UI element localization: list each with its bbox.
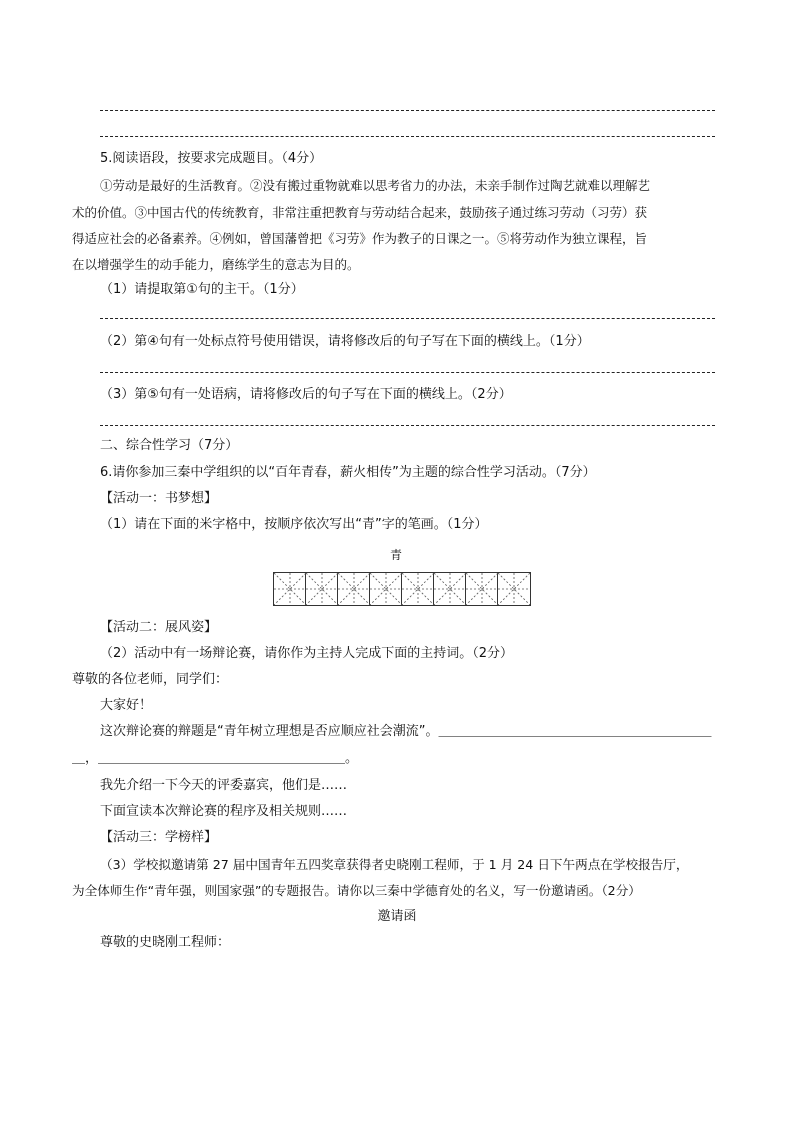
answer-line: [100, 425, 715, 426]
letter-greeting: 尊敬的史晓刚工程师：: [100, 935, 231, 950]
answer-line: [100, 110, 715, 111]
passage-line-3: 得适应社会的必备素养。④例如，曾国藩曾把《习劳》作为教子的日课之一。⑤将劳动作为独立课程，旨: [72, 231, 648, 246]
passage-line-4: 在以增强学生的动手能力，磨练学生的意志为目的。: [72, 257, 360, 272]
answer-line: [100, 136, 715, 137]
activity-2-question: （2）活动中有一场辩论赛，请你作为主持人完成下面的主持词。（2分）: [100, 646, 514, 661]
host-judges: 我先介绍一下今天的评委嘉宾，他们是……: [100, 778, 348, 793]
passage-line-1: ①劳动是最好的生活教育。②没有搬过重物就难以思考省力的办法，未亲手制作过陶艺就难以理解艺: [100, 178, 651, 193]
grid-cell[interactable]: [306, 573, 338, 605]
section-2-title: 二、综合性学习（7分）: [100, 438, 239, 453]
letter-title: 邀请函: [377, 909, 417, 924]
activity-2-title: 【活动二：展风姿】: [100, 620, 218, 635]
host-hello: 大家好！: [100, 698, 153, 713]
mizi-grid[interactable]: [273, 572, 531, 606]
activity-1-title: 【活动一：书梦想】: [100, 491, 218, 506]
question-6-title: 6.请你参加三秦中学组织的以“百年青春，薪火相传”为主题的综合性学习活动。（7分）: [100, 465, 596, 480]
answer-line: [100, 372, 715, 373]
host-greeting: 尊敬的各位老师，同学们：: [72, 672, 229, 687]
grid-cell[interactable]: [370, 573, 402, 605]
passage-line-2: 术的价值。③中国古代的传统教育，非常注重把教育与劳动结合起来，鼓励孩子通过练习劳动（习劳）获: [72, 205, 648, 220]
host-rules: 下面宣读本次辩论赛的程序及相关规则……: [100, 804, 348, 819]
grid-cell[interactable]: [402, 573, 434, 605]
activity-1-question: （1）请在下面的米字格中，按顺序依次写出“青”字的笔画。（1分）: [100, 517, 488, 532]
activity-3-question-line-1: （3）学校拟邀请第 27 届中国青年五四奖章获得者史晓刚工程师，于 1 月 24 日下午两点在学校报告厅，: [100, 857, 689, 872]
target-character: 青: [390, 548, 403, 562]
grid-cell[interactable]: [338, 573, 370, 605]
grid-cell[interactable]: [498, 573, 530, 605]
question-5-sub3: （3）第⑤句有一处语病，请将修改后的句子写在下面的横线上。（2分）: [100, 387, 512, 402]
host-topic-continued: ＿，＿＿＿＿＿＿＿＿＿＿＿＿＿＿＿＿＿＿＿。: [72, 751, 359, 766]
question-5-sub2: （2）第④句有一处标点符号使用错误，请将修改后的句子写在下面的横线上。（1分）: [100, 334, 590, 349]
grid-cell[interactable]: [274, 573, 306, 605]
question-5-title: 5.阅读语段，按要求完成题目。（4分）: [100, 151, 323, 166]
activity-3-title: 【活动三：学榜样】: [100, 830, 218, 845]
grid-cell[interactable]: [466, 573, 498, 605]
host-topic: 这次辩论赛的辩题是“青年树立理想是否应顺应社会潮流”。＿＿＿＿＿＿＿＿＿＿＿＿＿＿＿＿＿＿＿＿＿: [100, 724, 712, 739]
answer-line: [100, 318, 715, 319]
grid-cell[interactable]: [434, 573, 466, 605]
question-5-sub1: （1）请提取第①句的主干。（1分）: [100, 282, 304, 297]
activity-3-question-line-2: 为全体师生作“青年强，则国家强”的专题报告。请你以三秦中学德育处的名义，写一份邀请函。（2分）: [72, 883, 641, 898]
